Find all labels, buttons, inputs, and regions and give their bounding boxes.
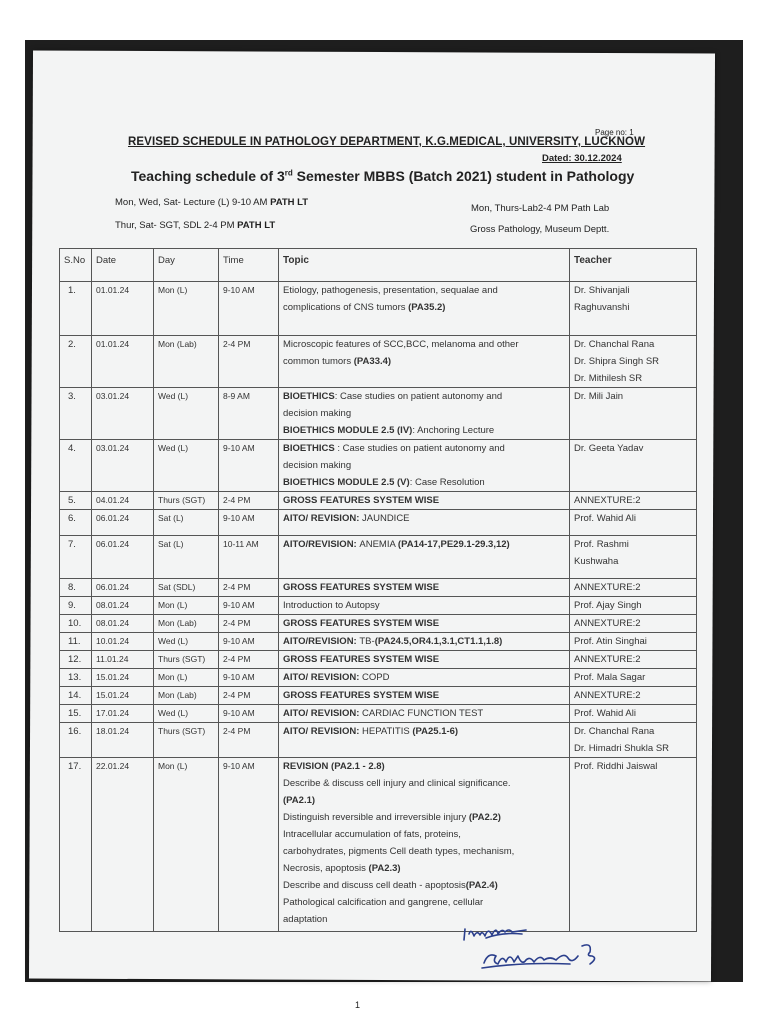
topic-text: (PA2.4) (465, 880, 498, 891)
topic-line (283, 336, 569, 353)
cell-time: 9-10 AM (219, 440, 279, 492)
table-row (60, 633, 697, 651)
cell-date: 10.01.24 (92, 633, 154, 651)
cell-day: Mon (Lab) (154, 615, 219, 633)
cell-date: 03.01.24 (92, 388, 154, 440)
topic-text: CARDIAC FUNCTION TEST (362, 708, 484, 719)
cell-date: 06.01.24 (92, 536, 154, 579)
teacher-name: Raghuvanshi (574, 302, 630, 313)
topic-text: AITO/ REVISION: (283, 708, 363, 719)
topic-text: BIOETHICS MODULE 2.5 (V) (283, 477, 410, 488)
cell-sno: 17. (60, 758, 92, 932)
teacher-name: Prof. Riddhi Jaiswal (574, 761, 658, 772)
cell-topic (279, 633, 570, 651)
topic-text: Microscopic features of SCC,BCC, melanoma and other (283, 339, 519, 350)
cell-time: 10-11 AM (219, 536, 279, 579)
cell-date: 06.01.24 (92, 579, 154, 597)
topic-line (283, 877, 569, 894)
cell-topic (279, 510, 570, 536)
cell-date: 15.01.24 (92, 669, 154, 687)
table-row (60, 615, 697, 633)
cell-sno: 13. (60, 669, 92, 687)
sgt-timing-info (115, 220, 275, 231)
table-row (60, 597, 697, 615)
teacher-name: Dr. Chanchal Rana (574, 339, 655, 350)
topic-text: BIOETHICS (283, 443, 338, 454)
cell-topic (279, 388, 570, 440)
cell-teacher (570, 669, 697, 687)
cell-time: 2-4 PM (219, 615, 279, 633)
table-row (60, 687, 697, 705)
cell-topic (279, 492, 570, 510)
cell-time: 2-4 PM (219, 579, 279, 597)
table-row (60, 723, 697, 758)
lecture-timing-info (115, 197, 308, 208)
department-heading: REVISED SCHEDULE IN PATHOLOGY DEPARTMENT, K.G.MEDICAL, UNIVERSITY, LUCKNOW (128, 136, 646, 148)
cell-teacher (570, 633, 697, 651)
cell-day: Thurs (SGT) (154, 492, 219, 510)
topic-text: (PA25.1-6) (412, 726, 459, 737)
topic-line (283, 775, 569, 792)
topic-line (283, 579, 569, 596)
cell-teacher (570, 651, 697, 669)
cell-time: 9-10 AM (219, 705, 279, 723)
cell-day: Thurs (SGT) (154, 723, 219, 758)
cell-day: Sat (L) (154, 510, 219, 536)
table-row (60, 705, 697, 723)
cell-day: Mon (L) (154, 758, 219, 932)
lab-timing-info: Mon, Thurs-Lab2-4 PM Path Lab (471, 203, 610, 214)
lecture-timing-text: Mon, Wed, Sat- Lecture (L) 9-10 AM (115, 197, 271, 208)
cell-date: 03.01.24 (92, 440, 154, 492)
cell-date: 04.01.24 (92, 492, 154, 510)
cell-time: 2-4 PM (219, 336, 279, 388)
topic-text: common tumors (283, 356, 354, 367)
topic-text: adaptation (283, 914, 328, 925)
cell-time: 2-4 PM (219, 492, 279, 510)
cell-sno: 3. (60, 388, 92, 440)
cell-topic (279, 705, 570, 723)
topic-line (283, 826, 569, 843)
topic-text: BIOETHICS (283, 391, 335, 402)
topic-line (283, 422, 569, 439)
topic-text: Etiology, pathogenesis, presentation, sequalae and (283, 285, 498, 296)
cell-topic (279, 536, 570, 579)
cell-sno: 4. (60, 440, 92, 492)
topic-line (283, 705, 569, 722)
topic-text: : Anchoring Lecture (412, 425, 495, 436)
cell-teacher (570, 597, 697, 615)
dated-label: Dated: 30.12.2024 (542, 153, 622, 164)
topic-text: GROSS FEATURES SYSTEM WISE (283, 654, 440, 665)
teacher-name: Prof. Mala Sagar (574, 672, 646, 683)
schedule-body (60, 282, 697, 932)
topic-text: COPD (362, 672, 390, 683)
topic-text: HEPATITIS (362, 726, 413, 737)
header-day: Day (154, 249, 219, 282)
page-number-label: Page no: 1 (595, 128, 634, 137)
topic-text: (PA33.4) (353, 356, 392, 367)
cell-topic (279, 597, 570, 615)
cell-sno: 15. (60, 705, 92, 723)
header-teacher: Teacher (570, 249, 697, 282)
cell-teacher (570, 336, 697, 388)
cell-time: 8-9 AM (219, 388, 279, 440)
title-superscript: rd (284, 168, 293, 178)
topic-text: BIOETHICS MODULE 2.5 (IV) (283, 425, 413, 436)
cell-teacher (570, 687, 697, 705)
cell-day: Wed (L) (154, 440, 219, 492)
topic-line (283, 669, 569, 686)
topic-line (283, 440, 569, 457)
cell-teacher (570, 492, 697, 510)
cell-sno: 14. (60, 687, 92, 705)
sgt-venue: PATH LT (237, 220, 276, 231)
topic-text: Describe and discuss cell death - apoptosis (283, 880, 466, 891)
topic-text: GROSS FEATURES SYSTEM WISE (283, 690, 440, 701)
cell-time: 9-10 AM (219, 758, 279, 932)
topic-line (283, 792, 569, 809)
cell-date: 01.01.24 (92, 282, 154, 336)
cell-time: 9-10 AM (219, 597, 279, 615)
topic-text: (PA35.2) (408, 302, 446, 313)
cell-date: 15.01.24 (92, 687, 154, 705)
table-row (60, 579, 697, 597)
cell-day: Mon (L) (154, 669, 219, 687)
topic-text: Distinguish reversible and irreversible injury (283, 812, 469, 823)
teacher-name: Kushwaha (574, 556, 619, 567)
cell-sno: 12. (60, 651, 92, 669)
cell-time: 9-10 AM (219, 633, 279, 651)
cell-teacher (570, 758, 697, 932)
teacher-name: Dr. Shipra Singh SR (574, 356, 660, 367)
table-row (60, 669, 697, 687)
topic-text: Pathological calcification and gangrene, cellular (283, 897, 484, 908)
topic-text: REVISION (PA2.1 - 2.8) (283, 761, 385, 772)
schedule-table (59, 248, 697, 932)
title-part-1: Teaching schedule of 3 (131, 168, 285, 184)
cell-sno: 11. (60, 633, 92, 651)
cell-day: Sat (SDL) (154, 579, 219, 597)
cell-teacher (570, 579, 697, 597)
cell-date: 06.01.24 (92, 510, 154, 536)
topic-line (283, 860, 569, 877)
cell-time: 2-4 PM (219, 687, 279, 705)
topic-line (283, 758, 569, 775)
topic-line (283, 474, 569, 491)
cell-sno: 1. (60, 282, 92, 336)
cell-sno: 6. (60, 510, 92, 536)
topic-line (283, 457, 569, 474)
cell-sno: 5. (60, 492, 92, 510)
sgt-timing-text: Thur, Sat- SGT, SDL 2-4 PM (115, 220, 238, 231)
topic-text: AITO/REVISION: (283, 636, 360, 647)
table-row (60, 492, 697, 510)
lecture-venue: PATH LT (270, 197, 309, 208)
cell-teacher (570, 615, 697, 633)
cell-day: Mon (Lab) (154, 336, 219, 388)
topic-text: AITO/REVISION: (283, 539, 360, 550)
topic-line (283, 843, 569, 860)
teacher-name: Dr. Mithilesh SR (574, 373, 643, 384)
teacher-name: Dr. Mili Jain (574, 391, 624, 402)
topic-text: GROSS FEATURES SYSTEM WISE (283, 582, 440, 593)
topic-line (283, 633, 569, 650)
cell-teacher (570, 440, 697, 492)
cell-date: 08.01.24 (92, 615, 154, 633)
cell-date: 18.01.24 (92, 723, 154, 758)
topic-text: Necrosis, apoptosis (283, 863, 369, 874)
table-row (60, 336, 697, 388)
header-sno: S.No (60, 249, 92, 282)
teacher-name: Prof. Ajay Singh (574, 600, 642, 611)
topic-line (283, 615, 569, 632)
cell-sno: 2. (60, 336, 92, 388)
cell-sno: 10. (60, 615, 92, 633)
topic-line (283, 651, 569, 668)
teacher-name: Prof. Wahid Ali (574, 708, 636, 719)
topic-line (283, 282, 569, 299)
cell-day: Thurs (SGT) (154, 651, 219, 669)
footer-page-number: 1 (355, 1000, 361, 1010)
topic-text: JAUNDICE (362, 513, 410, 524)
cell-topic (279, 440, 570, 492)
cell-time: 2-4 PM (219, 723, 279, 758)
cell-date: 08.01.24 (92, 597, 154, 615)
teacher-name: ANNEXTURE:2 (574, 690, 641, 701)
cell-time: 9-10 AM (219, 510, 279, 536)
cell-topic (279, 615, 570, 633)
cell-time: 9-10 AM (219, 669, 279, 687)
topic-text: carbohydrates, pigments Cell death types, mechanism, (283, 846, 515, 857)
topic-line (283, 894, 569, 911)
header-time: Time (219, 249, 279, 282)
topic-text: (PA2.3) (368, 863, 401, 874)
cell-teacher (570, 510, 697, 536)
topic-text: : Case studies on patient autonomy and (334, 391, 503, 402)
cell-day: Wed (L) (154, 388, 219, 440)
topic-line (283, 405, 569, 422)
cell-time: 9-10 AM (219, 282, 279, 336)
teacher-name: Prof. Wahid Ali (574, 513, 636, 524)
teacher-name: Prof. Rashmi (574, 539, 629, 550)
topic-text: GROSS FEATURES SYSTEM WISE (283, 618, 440, 629)
topic-text: AITO/ REVISION: (283, 672, 363, 683)
cell-sno: 7. (60, 536, 92, 579)
table-row (60, 651, 697, 669)
topic-text: Intracellular accumulation of fats, proteins, (283, 829, 461, 840)
table-row (60, 388, 697, 440)
cell-date: 17.01.24 (92, 705, 154, 723)
topic-line (283, 299, 569, 316)
table-row (60, 440, 697, 492)
table-row (60, 536, 697, 579)
topic-line (283, 687, 569, 704)
cell-topic (279, 758, 570, 932)
topic-text: (PA2.2) (468, 812, 501, 823)
cell-day: Mon (L) (154, 282, 219, 336)
teacher-name: Prof. Atin Singhai (574, 636, 647, 647)
topic-text: TB- (359, 636, 375, 647)
header-topic: Topic (279, 249, 570, 282)
topic-text: decision making (283, 408, 352, 419)
topic-text: (PA14-17,PE29.1-29.3,12) (397, 539, 510, 550)
teacher-name: Dr. Himadri Shukla SR (574, 743, 670, 754)
title-part-2: Semester MBBS (Batch 2021) student in Pathology (292, 168, 635, 184)
topic-line (283, 723, 569, 740)
cell-sno: 16. (60, 723, 92, 758)
cell-topic (279, 282, 570, 336)
topic-text: AITO/ REVISION: (283, 726, 363, 737)
topic-text: ANEMIA (359, 539, 398, 550)
cell-topic (279, 651, 570, 669)
topic-text: decision making (283, 460, 352, 471)
cell-topic (279, 723, 570, 758)
cell-day: Mon (L) (154, 597, 219, 615)
teacher-name: ANNEXTURE:2 (574, 582, 641, 593)
cell-teacher (570, 536, 697, 579)
cell-time: 2-4 PM (219, 651, 279, 669)
cell-date: 11.01.24 (92, 651, 154, 669)
topic-line (283, 809, 569, 826)
cell-day: Sat (L) (154, 536, 219, 579)
table-row (60, 282, 697, 336)
cell-sno: 9. (60, 597, 92, 615)
header-date: Date (92, 249, 154, 282)
cell-topic (279, 336, 570, 388)
topic-text: : Case studies on patient autonomy and (337, 443, 505, 454)
cell-teacher (570, 388, 697, 440)
topic-line (283, 536, 569, 553)
cell-teacher (570, 723, 697, 758)
topic-line (283, 353, 569, 370)
teacher-name: Dr. Shivanjali (574, 285, 630, 296)
cell-teacher (570, 282, 697, 336)
topic-text: (PA2.1) (283, 795, 316, 806)
topic-line (283, 510, 569, 527)
cell-day: Wed (L) (154, 705, 219, 723)
cell-date: 01.01.24 (92, 336, 154, 388)
topic-text: GROSS FEATURES SYSTEM WISE (283, 495, 440, 506)
page-title (131, 168, 634, 184)
topic-text: Describe & discuss cell injury and clinical significance. (283, 778, 511, 789)
teacher-name: Dr. Chanchal Rana (574, 726, 655, 737)
cell-date: 22.01.24 (92, 758, 154, 932)
teacher-name: Dr. Geeta Yadav (574, 443, 644, 454)
teacher-name: ANNEXTURE:2 (574, 618, 641, 629)
topic-text: Introduction to Autopsy (283, 600, 380, 611)
teacher-name: ANNEXTURE:2 (574, 654, 641, 665)
topic-line (283, 492, 569, 509)
topic-text: (PA24.5,OR4.1,3.1,CT1.1,1.8) (374, 636, 503, 647)
topic-text: AITO/ REVISION: (283, 513, 363, 524)
topic-text: complications of CNS tumors (283, 302, 409, 313)
handwritten-signature-icon (452, 918, 612, 980)
cell-day: Mon (Lab) (154, 687, 219, 705)
table-header-row (60, 249, 697, 282)
table-row (60, 758, 697, 932)
topic-text: : Case Resolution (409, 477, 485, 488)
topic-line (283, 597, 569, 614)
cell-topic (279, 669, 570, 687)
cell-day: Wed (L) (154, 633, 219, 651)
cell-sno: 8. (60, 579, 92, 597)
lab-location-info: Gross Pathology, Museum Deptt. (470, 224, 610, 235)
topic-line (283, 388, 569, 405)
cell-topic (279, 687, 570, 705)
cell-teacher (570, 705, 697, 723)
table-row (60, 510, 697, 536)
teacher-name: ANNEXTURE:2 (574, 495, 641, 506)
cell-topic (279, 579, 570, 597)
